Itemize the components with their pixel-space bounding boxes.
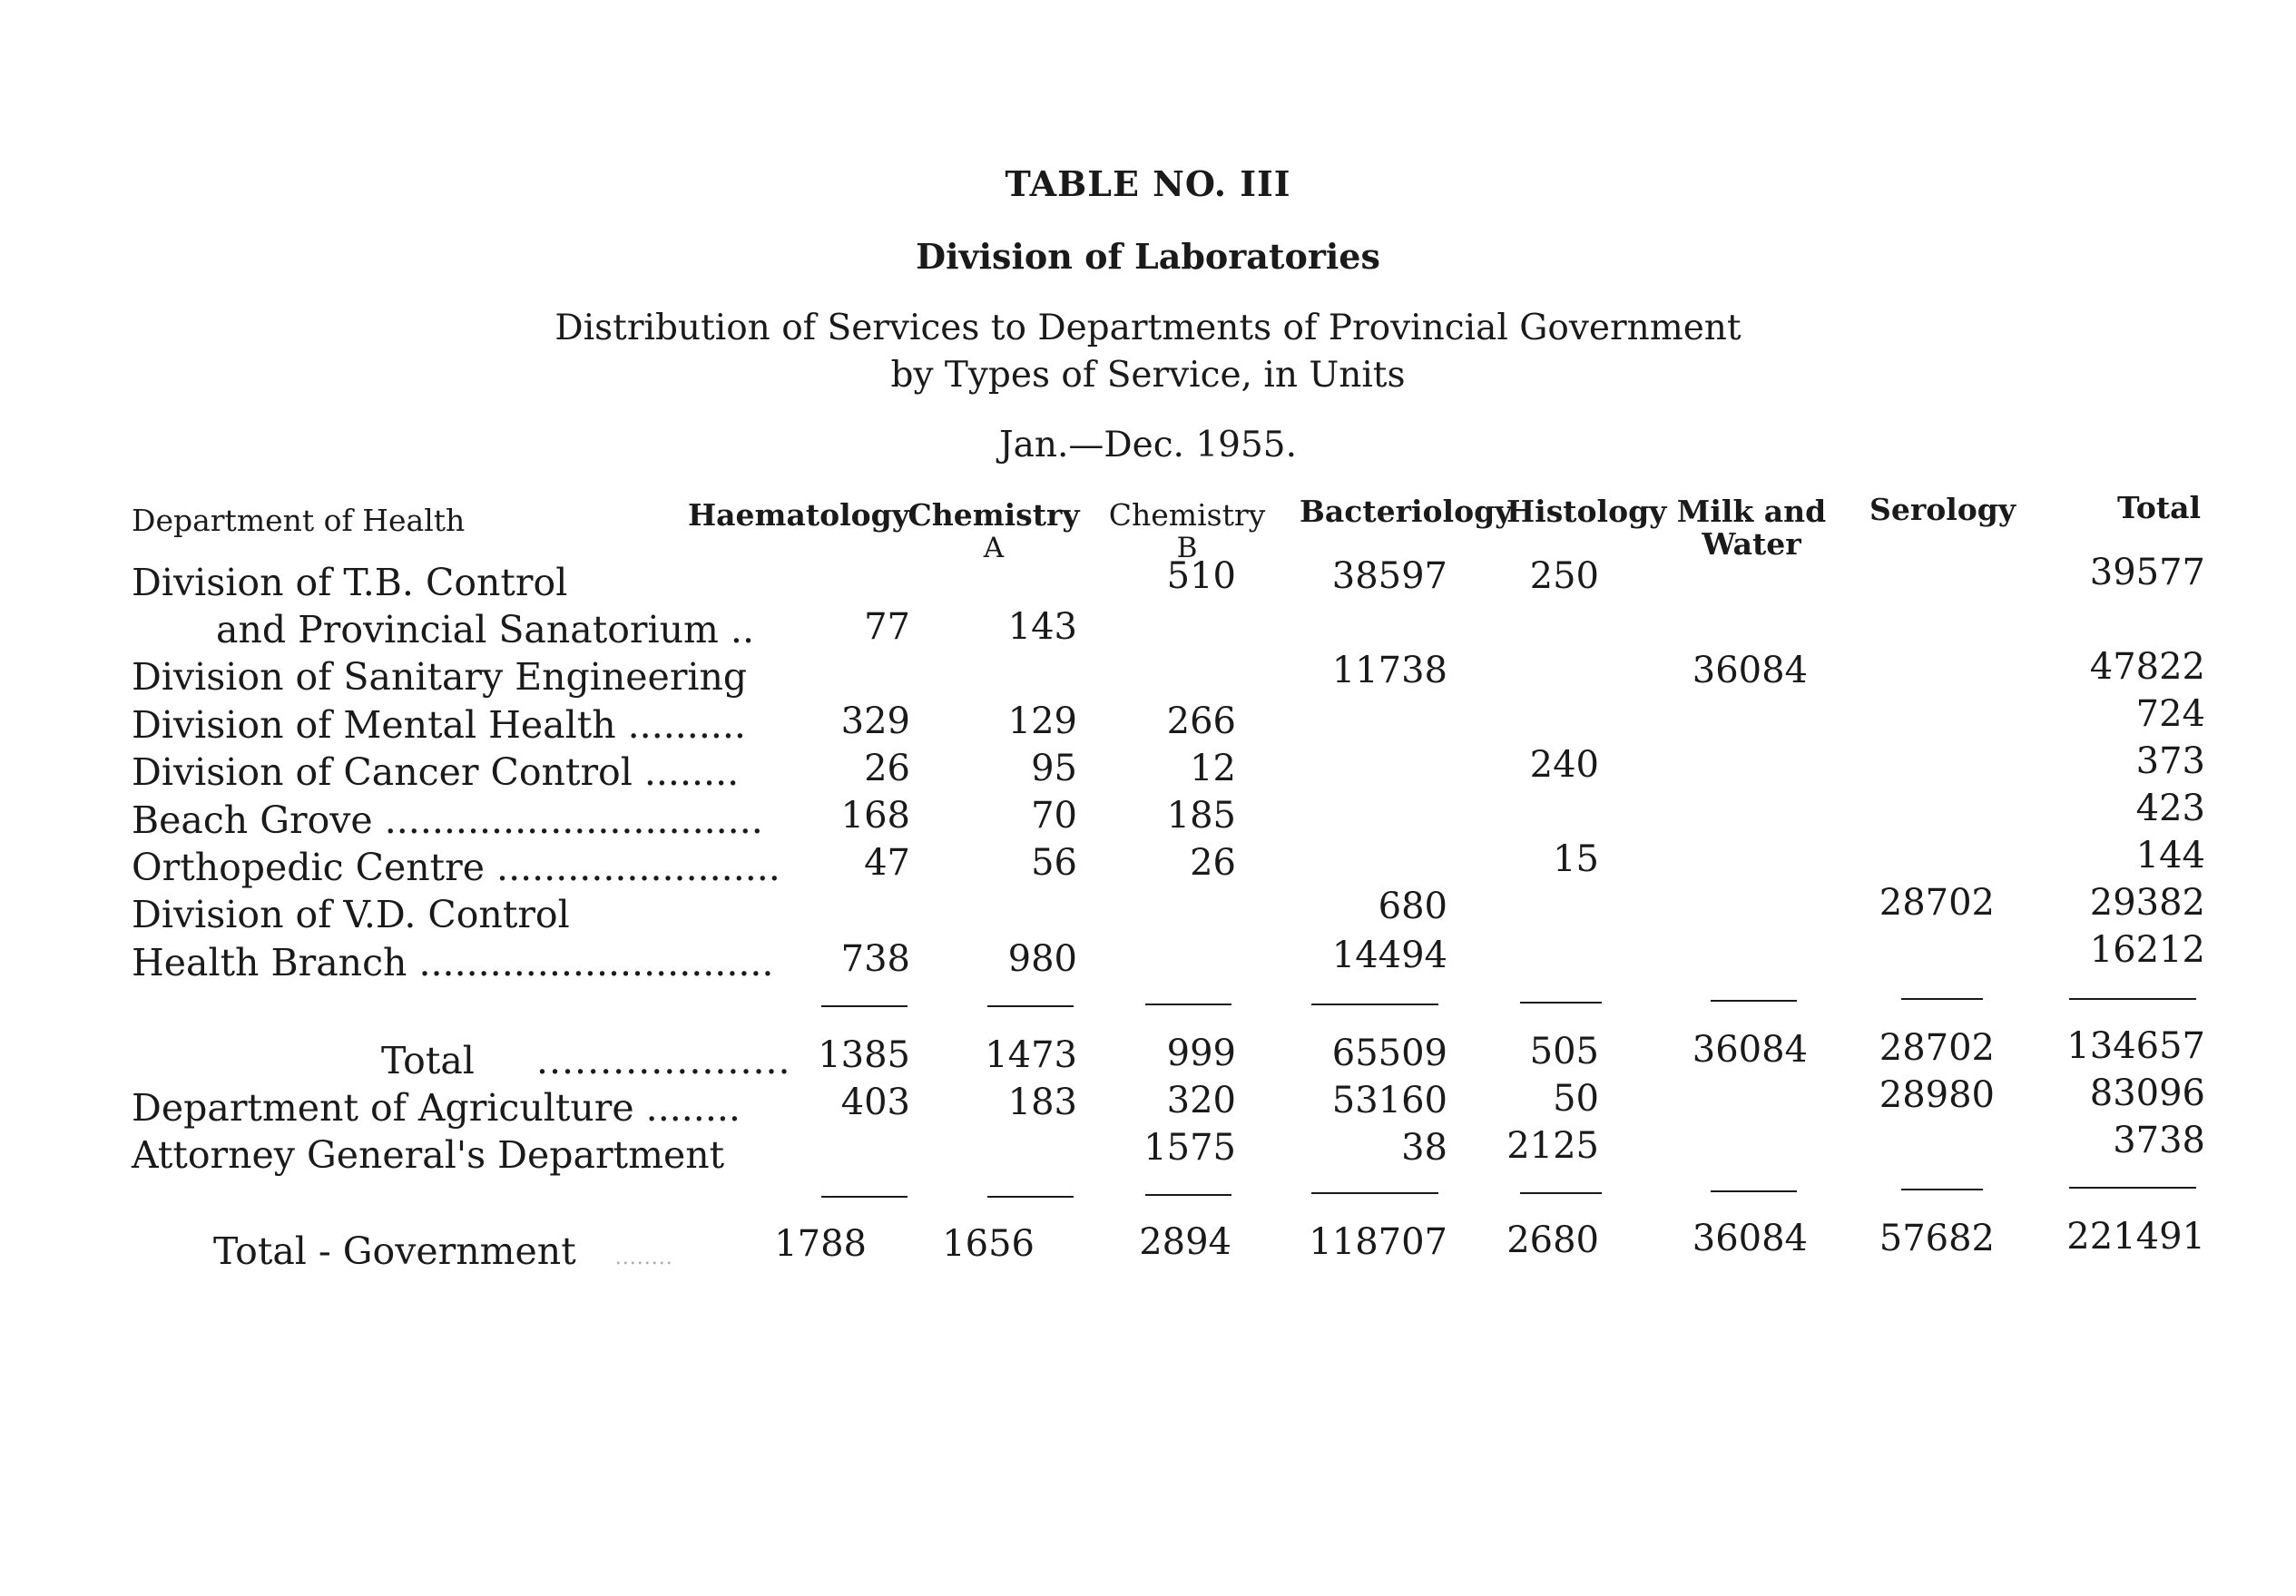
row-label-tb-control: Division of T.B. Control (132, 561, 568, 604)
row-label-total-government (213, 1229, 673, 1273)
cell-beach-chema: 70 (1031, 795, 1077, 837)
cell-mental-chema: 129 (1007, 700, 1077, 742)
cell-total-hist: 505 (1529, 1031, 1599, 1072)
header-serology: Serology (1869, 492, 2016, 527)
cell-gov-sero: 57682 (1879, 1218, 1995, 1259)
row-label-mental-health: Division of Mental Health .......... (132, 703, 746, 747)
cell-vd-bact: 680 (1378, 886, 1447, 927)
row-label-vd-control: Division of V.D. Control (132, 893, 570, 936)
cell-atty-chemb: 1575 (1143, 1127, 1236, 1169)
cell-gov-chemb: 2894 (1139, 1221, 1231, 1263)
rule-total-hist (1520, 1002, 1602, 1004)
header-milk-and-water (1674, 495, 1829, 561)
cell-gov-bact: 118707 (1309, 1221, 1447, 1263)
cell-total-milk: 36084 (1692, 1029, 1808, 1071)
cell-ortho-chemb: 26 (1190, 842, 1236, 884)
cell-vd-total: 29382 (2089, 882, 2205, 924)
rule-total-bact (1311, 1004, 1438, 1005)
cell-mental-total: 724 (2135, 693, 2205, 735)
cell-gov-chema: 1656 (942, 1223, 1035, 1265)
row-label-health-branch: Health Branch .............................. (132, 941, 774, 984)
cell-tb-bact: 38597 (1331, 555, 1447, 597)
rule-gov-total (2069, 1187, 2196, 1189)
total-government-dots: ........ (614, 1247, 673, 1269)
header-milk-line1: Milk and (1676, 494, 1827, 529)
cell-health-bact: 14494 (1331, 935, 1447, 976)
cell-gov-total: 221491 (2066, 1216, 2205, 1258)
cell-sanitary-total: 47822 (2089, 646, 2205, 688)
row-label-agriculture: Department of Agriculture ........ (132, 1086, 741, 1130)
cell-ortho-total: 144 (2135, 835, 2205, 876)
cell-atty-bact: 38 (1401, 1127, 1447, 1169)
row-label-total (381, 1039, 791, 1082)
cell-beach-total: 423 (2135, 788, 2205, 829)
rule-gov-bact (1311, 1192, 1438, 1194)
cell-total-sero: 28702 (1879, 1027, 1995, 1069)
cell-agri-total: 83096 (2089, 1072, 2205, 1114)
cell-cancer-haem: 26 (864, 748, 910, 789)
rule-gov-chemb (1145, 1194, 1231, 1196)
total-government-text: Total - Government (213, 1229, 576, 1273)
rule-total-sero (1901, 998, 1983, 1000)
cell-gov-hist: 2680 (1506, 1219, 1599, 1261)
rule-total-haem (821, 1005, 908, 1007)
cell-gov-milk: 36084 (1692, 1218, 1808, 1259)
subtitle-line-1: Distribution of Services to Departments of Provincial Government (554, 308, 1742, 348)
total-label-dots: .................... (535, 1039, 791, 1082)
header-department: Department of Health (132, 503, 466, 538)
cell-beach-chemb: 185 (1166, 795, 1236, 837)
period: Jan.—Dec. 1955. (998, 425, 1298, 465)
table-subtitle (0, 305, 2296, 399)
cell-agri-sero: 28980 (1879, 1074, 1995, 1116)
cell-ortho-hist: 15 (1553, 838, 1599, 880)
header-bacteriology: Bacteriology (1300, 494, 1513, 529)
header-total: Total (2117, 490, 2201, 525)
cell-cancer-hist: 240 (1529, 744, 1599, 786)
cell-sanitary-bact: 11738 (1331, 650, 1447, 691)
header-chemistry-b-line1: Chemistry (1108, 497, 1266, 533)
row-label-attorney-general: Attorney General's Department (132, 1133, 725, 1177)
cell-mental-chemb: 266 (1166, 700, 1236, 742)
rule-total-chemb (1145, 1004, 1231, 1005)
rule-total-total (2069, 998, 2196, 1000)
row-label-beach-grove: Beach Grove ................................ (132, 798, 763, 842)
cell-tb-total: 39577 (2089, 552, 2205, 593)
cell-agri-hist: 50 (1553, 1078, 1599, 1120)
cell-health-haem: 738 (840, 938, 910, 980)
rule-total-milk (1711, 1000, 1797, 1002)
cell-atty-hist: 2125 (1506, 1125, 1599, 1167)
subtitle-line-2: by Types of Service, in Units (890, 355, 1406, 396)
cell-cancer-chema: 95 (1031, 748, 1077, 789)
cell-agri-chemb: 320 (1166, 1080, 1236, 1121)
header-milk-line2: Water (1702, 526, 1801, 562)
row-label-cancer-control: Division of Cancer Control ........ (132, 750, 740, 794)
cell-beach-haem: 168 (840, 795, 910, 837)
cell-ortho-haem: 47 (864, 842, 910, 884)
cell-health-chema: 980 (1007, 938, 1077, 980)
rule-gov-haem (821, 1196, 908, 1198)
cell-agri-chema: 183 (1007, 1082, 1077, 1123)
header-chemistry-a-line1: Chemistry (908, 497, 1080, 533)
rule-total-chema (987, 1005, 1074, 1007)
header-chemistry-a (908, 499, 1080, 564)
header-haematology: Haematology (688, 497, 909, 533)
cell-health-total: 16212 (2089, 929, 2205, 971)
rule-gov-hist (1520, 1192, 1602, 1194)
cell-san-haem: 77 (864, 606, 910, 648)
cell-tb-hist: 250 (1529, 555, 1599, 597)
header-chemistry-a-line2: A (983, 532, 1005, 564)
cell-atty-total: 3738 (2113, 1120, 2205, 1161)
rule-gov-sero (1901, 1189, 1983, 1190)
cell-tb-chemb: 510 (1166, 555, 1236, 597)
cell-ortho-chema: 56 (1031, 842, 1077, 884)
cell-cancer-chemb: 12 (1190, 748, 1236, 789)
cell-total-chemb: 999 (1166, 1033, 1236, 1074)
row-label-sanatorium: and Provincial Sanatorium .. (216, 608, 754, 651)
cell-total-total: 134657 (2066, 1025, 2205, 1067)
total-label-text: Total (381, 1039, 475, 1082)
cell-sanitary-milk: 36084 (1692, 650, 1808, 691)
row-label-orthopedic-centre: Orthopedic Centre ........................ (132, 846, 780, 889)
cell-total-chema: 1473 (985, 1034, 1077, 1076)
row-label-sanitary-engineering: Division of Sanitary Engineering (132, 655, 748, 699)
division-title: Division of Laboratories (916, 236, 1380, 277)
table-number: TABLE NO. III (1005, 163, 1291, 204)
rule-gov-chema (987, 1196, 1074, 1198)
rule-gov-milk (1711, 1190, 1797, 1192)
header-histology: Histology (1506, 494, 1667, 529)
cell-total-bact: 65509 (1331, 1033, 1447, 1074)
header-chemistry-b-line2: B (1176, 532, 1198, 564)
cell-cancer-total: 373 (2135, 740, 2205, 782)
cell-vd-sero: 28702 (1879, 882, 1995, 924)
cell-agri-bact: 53160 (1331, 1080, 1447, 1121)
cell-mental-haem: 329 (840, 700, 910, 742)
cell-agri-haem: 403 (840, 1082, 910, 1123)
cell-total-haem: 1385 (818, 1034, 910, 1076)
cell-gov-haem: 1788 (774, 1223, 867, 1265)
cell-san-chema: 143 (1007, 606, 1077, 648)
